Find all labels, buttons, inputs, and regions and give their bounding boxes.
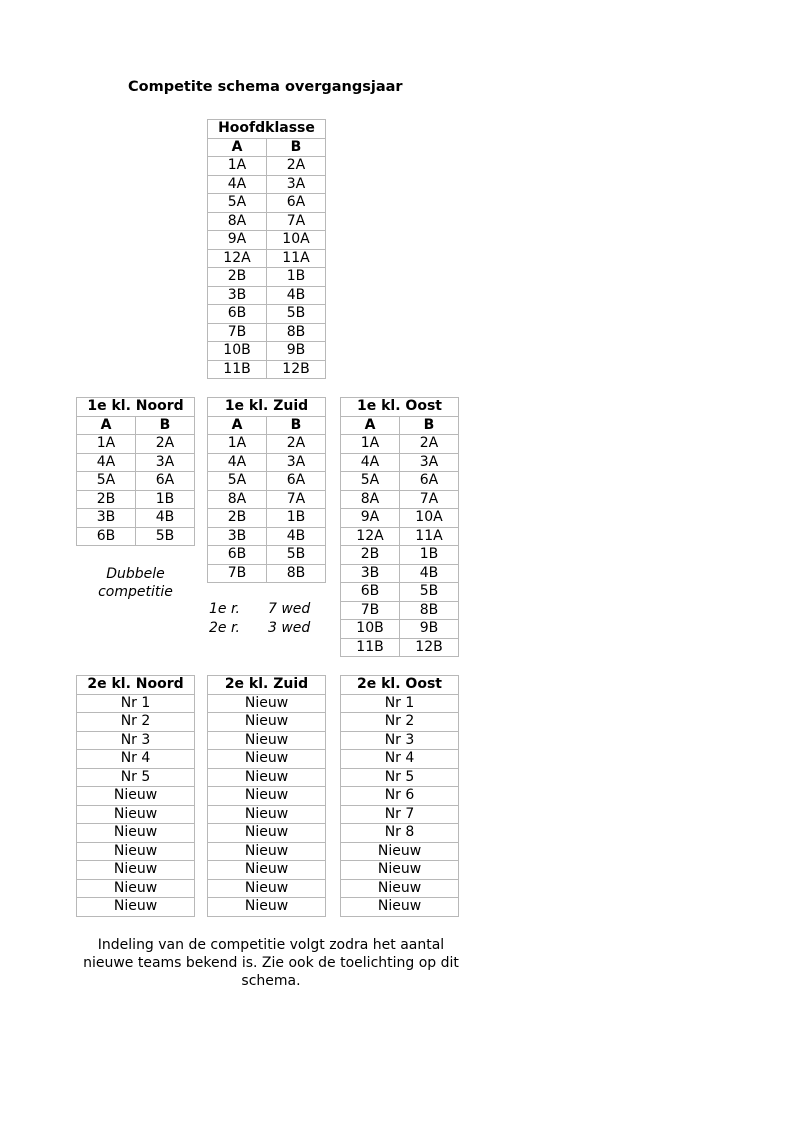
table-row (208, 564, 326, 583)
team-cell: 8A (341, 490, 400, 509)
table-row (77, 472, 195, 491)
team-cell: 8A (208, 212, 267, 231)
page-title: Competite schema overgangsjaar (128, 79, 403, 95)
eerste-klasse-oost-table (340, 397, 459, 657)
team-cell: 1B (267, 268, 326, 287)
table-row (208, 194, 326, 213)
team-cell: 7A (267, 212, 326, 231)
team-cell: 2A (136, 435, 195, 454)
team-cell: 6B (77, 527, 136, 546)
table-title: 2e kl. Noord (77, 676, 195, 695)
team-cell: 8B (400, 601, 459, 620)
team-cell: 9B (400, 620, 459, 639)
team-cell: 6B (208, 305, 267, 324)
table-row (77, 527, 195, 546)
table-row (208, 231, 326, 250)
table-row (341, 768, 459, 787)
team-cell: Nr 5 (77, 768, 195, 787)
team-cell: 7B (208, 323, 267, 342)
team-cell: Nieuw (208, 694, 326, 713)
table-row (208, 509, 326, 528)
team-cell: 5A (208, 472, 267, 491)
team-cell: Nieuw (341, 879, 459, 898)
table-row (208, 861, 326, 880)
table-title: Hoofdklasse (208, 120, 326, 139)
table-row (208, 731, 326, 750)
note-line: Dubbele (106, 566, 165, 582)
table-row (208, 360, 326, 379)
table-row (77, 842, 195, 861)
team-cell: 2A (267, 435, 326, 454)
team-cell: 5B (267, 546, 326, 565)
team-cell: 3B (341, 564, 400, 583)
team-cell: 11A (267, 249, 326, 268)
team-cell: 7A (400, 490, 459, 509)
table-row (77, 879, 195, 898)
table-row (341, 527, 459, 546)
team-cell: 4A (208, 175, 267, 194)
table-row (208, 713, 326, 732)
table-row (208, 323, 326, 342)
table-title-row (77, 676, 195, 695)
hoofdklasse-table (207, 119, 326, 379)
team-cell: Nr 3 (77, 731, 195, 750)
table-row (208, 750, 326, 769)
team-cell: 6A (136, 472, 195, 491)
table-row (208, 842, 326, 861)
team-cell: Nieuw (77, 898, 195, 917)
team-cell: 1A (77, 435, 136, 454)
table-row (77, 787, 195, 806)
table-row (341, 805, 459, 824)
team-cell: Nieuw (208, 713, 326, 732)
column-header: A (341, 416, 400, 435)
team-cell: 11B (341, 638, 400, 657)
eerste-klasse-zuid-table (207, 397, 326, 583)
team-cell: 4B (267, 527, 326, 546)
team-cell: Nieuw (208, 768, 326, 787)
table-row (208, 212, 326, 231)
column-header: A (208, 138, 267, 157)
table-row (208, 249, 326, 268)
footer-note: Indeling van de competitie volgt zodra het aantal nieuwe teams bekend is. Zie ook de toelichting op dit schema. (83, 937, 459, 989)
team-cell: 7A (267, 490, 326, 509)
table-row (341, 861, 459, 880)
team-cell: Nieuw (208, 731, 326, 750)
table-row (341, 564, 459, 583)
team-cell: 1A (208, 435, 267, 454)
table-row (208, 342, 326, 361)
table-row (341, 583, 459, 602)
team-cell: Nr 4 (77, 750, 195, 769)
team-cell: 3A (400, 453, 459, 472)
team-cell: 5A (208, 194, 267, 213)
team-cell: Nieuw (77, 787, 195, 806)
team-cell: 3B (208, 286, 267, 305)
table-row (341, 601, 459, 620)
team-cell: Nr 2 (341, 713, 459, 732)
table-title-row (77, 398, 195, 417)
team-cell: 4B (267, 286, 326, 305)
table-row (77, 453, 195, 472)
team-cell: Nieuw (208, 824, 326, 843)
team-cell: Nr 6 (341, 787, 459, 806)
table-row (208, 286, 326, 305)
team-cell: 8B (267, 564, 326, 583)
team-cell: 5A (341, 472, 400, 491)
table-row (77, 435, 195, 454)
table-row (341, 787, 459, 806)
team-cell: 11A (400, 527, 459, 546)
team-cell: 5A (77, 472, 136, 491)
team-cell: 5B (267, 305, 326, 324)
zuid-rounds-note (209, 600, 310, 637)
table-row (77, 861, 195, 880)
table-row (77, 768, 195, 787)
team-cell: 1B (400, 546, 459, 565)
team-cell: 12B (400, 638, 459, 657)
team-cell: 7B (341, 601, 400, 620)
team-cell: 1B (136, 490, 195, 509)
round-label: 1e r. (209, 601, 240, 617)
table-row (341, 638, 459, 657)
team-cell: 10A (400, 509, 459, 528)
team-cell: Nr 1 (77, 694, 195, 713)
team-cell: 3B (208, 527, 267, 546)
round-label: 2e r. (209, 619, 240, 636)
team-cell: Nieuw (208, 898, 326, 917)
team-cell: 10B (208, 342, 267, 361)
team-cell: Nr 5 (341, 768, 459, 787)
table-row (208, 787, 326, 806)
team-cell: 2B (208, 509, 267, 528)
team-cell: Nieuw (208, 842, 326, 861)
team-cell: 4A (77, 453, 136, 472)
team-cell: 4B (400, 564, 459, 583)
team-cell: 3A (136, 453, 195, 472)
table-row (208, 768, 326, 787)
table-row (77, 694, 195, 713)
table-row (341, 879, 459, 898)
table-row (77, 731, 195, 750)
table-row (208, 268, 326, 287)
table-row (77, 824, 195, 843)
table-row (341, 750, 459, 769)
team-cell: Nieuw (208, 879, 326, 898)
tweede-klasse-noord-table (76, 675, 195, 917)
round-row (209, 619, 310, 638)
team-cell: 12A (208, 249, 267, 268)
table-row (341, 620, 459, 639)
team-cell: 3B (77, 509, 136, 528)
table-title: 1e kl. Noord (77, 398, 195, 417)
table-row (77, 805, 195, 824)
team-cell: 9A (208, 231, 267, 250)
table-row (77, 898, 195, 917)
table-title-row (341, 676, 459, 695)
team-cell: 5B (136, 527, 195, 546)
team-cell: 7B (208, 564, 267, 583)
team-cell: 6A (267, 194, 326, 213)
team-cell: Nieuw (77, 842, 195, 861)
team-cell: 4A (208, 453, 267, 472)
team-cell: Nieuw (208, 861, 326, 880)
table-row (77, 490, 195, 509)
table-row (208, 805, 326, 824)
team-cell: 2B (77, 490, 136, 509)
team-cell: 11B (208, 360, 267, 379)
column-header-row (341, 416, 459, 435)
team-cell: 10B (341, 620, 400, 639)
table-row (208, 453, 326, 472)
team-cell: 6B (208, 546, 267, 565)
team-cell: Nr 1 (341, 694, 459, 713)
team-cell: 12B (267, 360, 326, 379)
team-cell: Nieuw (77, 861, 195, 880)
team-cell: 10A (267, 231, 326, 250)
table-row (341, 509, 459, 528)
note-line: competitie (98, 584, 173, 600)
column-header: B (267, 416, 326, 435)
team-cell: 3A (267, 453, 326, 472)
team-cell: 6A (400, 472, 459, 491)
team-cell: 9A (341, 509, 400, 528)
team-cell: 3A (267, 175, 326, 194)
table-row (341, 546, 459, 565)
team-cell: 5B (400, 583, 459, 602)
team-cell: 2A (400, 435, 459, 454)
table-row (208, 490, 326, 509)
team-cell: 1B (267, 509, 326, 528)
team-cell: Nieuw (208, 805, 326, 824)
table-row (208, 527, 326, 546)
column-header: B (267, 138, 326, 157)
table-row (208, 472, 326, 491)
table-row (208, 898, 326, 917)
table-row (341, 898, 459, 917)
eerste-klasse-noord-table (76, 397, 195, 546)
table-row (208, 546, 326, 565)
table-row (341, 731, 459, 750)
team-cell: Nr 4 (341, 750, 459, 769)
table-row (77, 509, 195, 528)
table-title: 2e kl. Oost (341, 676, 459, 695)
table-row (208, 435, 326, 454)
table-row (208, 824, 326, 843)
table-row (208, 305, 326, 324)
table-row (341, 824, 459, 843)
team-cell: Nr 8 (341, 824, 459, 843)
column-header: A (77, 416, 136, 435)
team-cell: Nieuw (77, 879, 195, 898)
round-matches: 7 wed (268, 601, 311, 617)
table-title: 1e kl. Zuid (208, 398, 326, 417)
tweede-klasse-oost-table (340, 675, 459, 917)
team-cell: 4B (136, 509, 195, 528)
column-header-row (77, 416, 195, 435)
table-row (208, 175, 326, 194)
team-cell: Nr 2 (77, 713, 195, 732)
team-cell: Nr 3 (341, 731, 459, 750)
table-row (341, 435, 459, 454)
round-row (209, 600, 310, 619)
column-header: B (136, 416, 195, 435)
team-cell: Nieuw (77, 805, 195, 824)
table-row (341, 842, 459, 861)
dubbele-competitie-note (76, 565, 195, 601)
table-title-row (341, 398, 459, 417)
team-cell: 6B (341, 583, 400, 602)
team-cell: Nr 7 (341, 805, 459, 824)
table-row (208, 157, 326, 176)
column-header-row (208, 416, 326, 435)
table-title-row (208, 120, 326, 139)
table-row (341, 713, 459, 732)
team-cell: 1A (208, 157, 267, 176)
table-row (208, 879, 326, 898)
team-cell: 8A (208, 490, 267, 509)
column-header-row (208, 138, 326, 157)
table-title: 2e kl. Zuid (208, 676, 326, 695)
team-cell: 2B (341, 546, 400, 565)
tweede-klasse-zuid-table (207, 675, 326, 917)
table-row (341, 694, 459, 713)
table-title-row (208, 676, 326, 695)
table-title: 1e kl. Oost (341, 398, 459, 417)
table-row (341, 490, 459, 509)
team-cell: 9B (267, 342, 326, 361)
team-cell: Nieuw (208, 787, 326, 806)
team-cell: 2A (267, 157, 326, 176)
team-cell: Nieuw (341, 861, 459, 880)
team-cell: Nieuw (208, 750, 326, 769)
team-cell: 8B (267, 323, 326, 342)
table-title-row (208, 398, 326, 417)
team-cell: 1A (341, 435, 400, 454)
team-cell: Nieuw (341, 842, 459, 861)
table-row (208, 694, 326, 713)
column-header: B (400, 416, 459, 435)
team-cell: Nieuw (77, 824, 195, 843)
column-header: A (208, 416, 267, 435)
team-cell: Nieuw (341, 898, 459, 917)
team-cell: 4A (341, 453, 400, 472)
table-row (341, 453, 459, 472)
team-cell: 2B (208, 268, 267, 287)
team-cell: 12A (341, 527, 400, 546)
table-row (341, 472, 459, 491)
team-cell: 6A (267, 472, 326, 491)
table-row (77, 713, 195, 732)
round-matches: 3 wed (268, 619, 311, 636)
table-row (77, 750, 195, 769)
